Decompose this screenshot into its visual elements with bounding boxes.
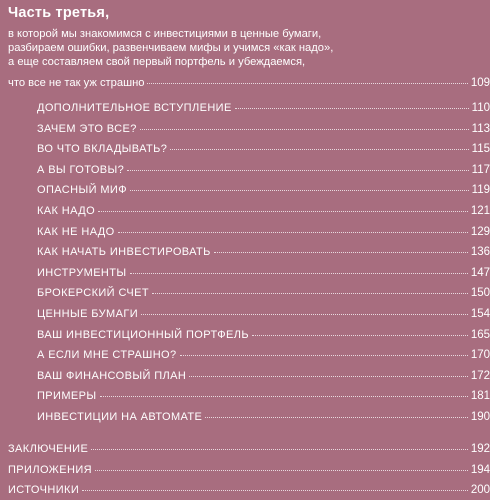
toc-entry-label: А ВЫ ГОТОВЫ?: [37, 163, 125, 176]
toc-entry-label: БРОКЕРСКИЙ СЧЕТ: [37, 287, 150, 300]
toc-entry-page: 136: [470, 246, 490, 259]
toc-entry-label: ДОПОЛНИТЕЛЬНОЕ ВСТУПЛЕНИЕ: [37, 102, 232, 114]
toc-entry-label: КАК НЕ НАДО: [37, 225, 115, 238]
toc-entry[interactable]: [37, 102, 490, 114]
toc-entry[interactable]: [37, 123, 490, 135]
toc-entry[interactable]: [37, 246, 490, 258]
toc-entry[interactable]: [8, 484, 490, 496]
toc-entry[interactable]: [37, 143, 490, 155]
toc-entry-label: ВАШ ФИНАНСОВЫЙ ПЛАН: [37, 369, 187, 382]
toc-entry-page: 165: [470, 328, 490, 341]
toc-entry[interactable]: [37, 390, 490, 402]
toc-entry-page: 192: [470, 443, 490, 455]
toc-entry-page: 113: [471, 122, 490, 135]
toc-entry-label: ИНВЕСТИЦИИ НА АВТОМАТЕ: [37, 411, 203, 423]
toc-entry-label: ПРИМЕРЫ: [37, 390, 97, 403]
dot-leader: [205, 416, 468, 418]
toc-entry-label: что все не так уж страшно: [8, 77, 145, 89]
toc-entry[interactable]: [37, 308, 490, 320]
dot-leader: [95, 469, 468, 471]
toc-entry[interactable]: [37, 370, 490, 382]
dot-leader: [147, 82, 467, 84]
toc-entry-label: А ЕСЛИ МНЕ СТРАШНО?: [37, 349, 177, 362]
dot-leader: [252, 334, 468, 336]
toc-entry[interactable]: [37, 205, 490, 217]
toc-entry[interactable]: [8, 464, 490, 476]
toc-entry-label: ЦЕННЫЕ БУМАГИ: [37, 308, 139, 320]
dot-leader: [130, 272, 468, 274]
toc-entry-page: 172: [470, 369, 490, 382]
toc-entry-label: КАК НАЧАТЬ ИНВЕСТИРОВАТЬ: [37, 246, 211, 259]
dot-leader: [189, 375, 468, 377]
toc-entry-page: 150: [470, 287, 490, 300]
toc-entry[interactable]: [37, 164, 490, 176]
toc-entry-page: 154: [470, 308, 490, 320]
toc-entry[interactable]: [37, 329, 490, 341]
toc-entry-page: 181: [470, 390, 490, 403]
dot-leader: [98, 210, 468, 212]
toc-entry-label: ВАШ ИНВЕСТИЦИОННЫЙ ПОРТФЕЛЬ: [37, 328, 249, 341]
dot-leader: [140, 128, 469, 130]
toc-entry-label: ЗАКЛЮЧЕНИЕ: [8, 443, 89, 455]
dot-leader: [170, 148, 468, 150]
toc-entry-part-three[interactable]: [8, 77, 490, 89]
toc-entry-page: 129: [470, 225, 490, 238]
dot-leader: [82, 489, 468, 491]
toc-entry[interactable]: [37, 226, 490, 238]
toc-entry-label: ИНСТРУМЕНТЫ: [37, 266, 127, 279]
toc-entry-label: ВО ЧТО ВКЛАДЫВАТЬ?: [37, 143, 168, 156]
toc-entry-page: 147: [470, 266, 490, 279]
toc-entry-page: 110: [471, 102, 490, 114]
toc-entry[interactable]: [37, 349, 490, 361]
dot-leader: [118, 231, 468, 233]
part-description: [8, 27, 483, 69]
dot-leader: [180, 354, 468, 356]
toc-entry-label: ЗАЧЕМ ЭТО ВСЕ?: [37, 122, 137, 135]
toc-entry-page: 109: [470, 77, 490, 89]
description-line: в которой мы знакомимся с инвестициями в ценные бумаги,: [8, 28, 322, 40]
toc-entry-label: ПРИЛОЖЕНИЯ: [8, 463, 92, 476]
toc-entry[interactable]: [37, 267, 490, 279]
dot-leader: [214, 251, 468, 253]
part-title: Часть третья,: [8, 5, 110, 21]
dot-leader: [152, 292, 468, 294]
toc-entry-page: 121: [470, 205, 490, 217]
description-line: а еще составляем свой первый портфель и убеждаемся,: [8, 56, 306, 68]
toc-entry-page: 117: [471, 163, 490, 176]
dot-leader: [141, 313, 468, 315]
toc-entry-label: ИСТОЧНИКИ: [8, 484, 80, 496]
dot-leader: [235, 107, 469, 109]
toc-entry[interactable]: [8, 443, 490, 455]
dot-leader: [127, 169, 468, 171]
toc-entry-page: 119: [471, 184, 490, 197]
toc-entry-label: КАК НАДО: [37, 205, 96, 217]
toc-entry-page: 190: [470, 411, 490, 423]
dot-leader: [100, 395, 468, 397]
toc-entry-page: 194: [470, 463, 490, 476]
toc-entry-page: 170: [470, 349, 490, 362]
description-line: разбираем ошибки, развенчиваем мифы и учимся «как надо»,: [8, 42, 334, 54]
toc-entry-page: 200: [470, 484, 490, 496]
toc-entry[interactable]: [37, 184, 490, 196]
toc-entry-label: ОПАСНЫЙ МИФ: [37, 184, 127, 197]
toc-entry-page: 115: [471, 143, 490, 156]
toc-entry[interactable]: [37, 287, 490, 299]
dot-leader: [91, 448, 468, 450]
toc-entry[interactable]: [37, 411, 490, 423]
dot-leader: [130, 189, 469, 191]
